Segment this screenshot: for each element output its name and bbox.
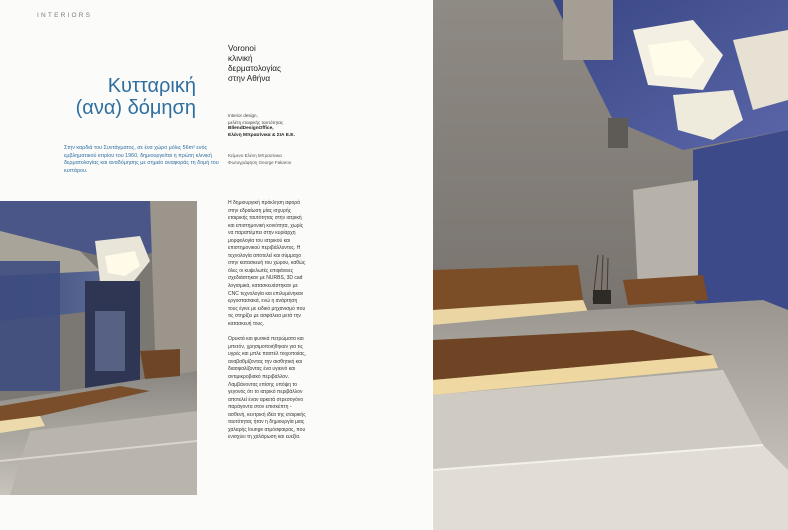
intro-text: Στην καρδιά του Συντάγματος, σε ένα χώρο μόλις 56m² ενός εμβληματικού κτιρίου του 1960, δημιουργείται η πρώτη κλινική δερματολογίας και αναδόμησης με σημείο αναφοράς τη δομή του κυττάρου. <box>64 145 219 174</box>
credit-line-1: Interior design, <box>228 113 258 118</box>
body-column <box>228 200 308 450</box>
studio-name: BllendDesignOffice, <box>228 126 274 132</box>
photo-credit: Φωτογράφηση George Fakaros <box>228 159 292 165</box>
text-photo-credits <box>228 153 358 166</box>
design-credits <box>228 113 358 139</box>
section-label: INTERIORS <box>37 12 93 19</box>
interior-photo-large <box>433 0 788 530</box>
subtitle-line-3: δερματολογίας <box>228 64 281 73</box>
interior-photo-small <box>0 201 197 495</box>
body-paragraph-1: Η δημιουργική πρόκληση αφορά στην εδραίωση μίας ισχυρής εταιρικής ταυτότητας στην ιατρική και επιστημονική κοινότητα, χωρίς να παραπέμπει στην κυρίαρχη μορφολογία του ιατρικού και επιστημονικού περιβάλλοντος. Η τεχνολογία αποτελεί και σύμμαχο στην κατασκευή του χώρου, καθώς όλες οι κυψελωτές επιφάνειες σχεδιάστηκαν με NURBS, 3D cad λογισμικά, κατασκευάστηκαν με CNC τεχνολογία και επιλυμένηκαν εργοστασιακά, ενώ η ανάρτηση τους έγινε με ειδικό μηχανισμό που τις στηρίζει με ασφάλεια μετά την κατασκευή τους. <box>228 200 306 327</box>
article-subtitle <box>228 44 348 84</box>
studio-company: Ελένη Μπρασίνικα & ΣΙΑ Ε.Ε. <box>228 132 295 138</box>
body-paragraph-2: Ορυκτά και φυσικά πετρώματα και μπετόν, χρησιμοποιήθηκαν για τις υγρές και μπλε παστέλ τοιχοποιίας, αναβαθμίζοντας την αισθητική και διασφαλίζοντας ένα υγιεινό και αντιμικροβιακό περιβάλλον. Λαμβάνοντας επίσης υπόψη το γεγονός ότι το ιατρικό περιβάλλον αποτελεί έναν αρκετά στρεσογόνο παράγοντα στον επισκέπτη - ασθενή, κεντρική ιδέα της εταιρικής ταυτότητας ήταν η δημιουργία μιας χαλαρής lounge ατμόσφαιρας, που ενισχύει τη χαλάρωση και ευεξία. <box>228 336 306 441</box>
article-title <box>36 75 196 119</box>
text-credit: Κείμενο Ελένη Μπρασίνικα <box>228 153 282 158</box>
subtitle-line-4: στην Αθήνα <box>228 74 271 83</box>
subtitle-line-1: Voronoi <box>228 44 256 53</box>
credit-line-2: μελέτη εταιρικής ταυτότητας <box>228 119 284 125</box>
title-line-1: Κυτταρική <box>107 75 196 97</box>
subtitle-line-2: κλινική <box>228 54 253 63</box>
title-line-2: (ανα) δόμηση <box>75 97 196 119</box>
